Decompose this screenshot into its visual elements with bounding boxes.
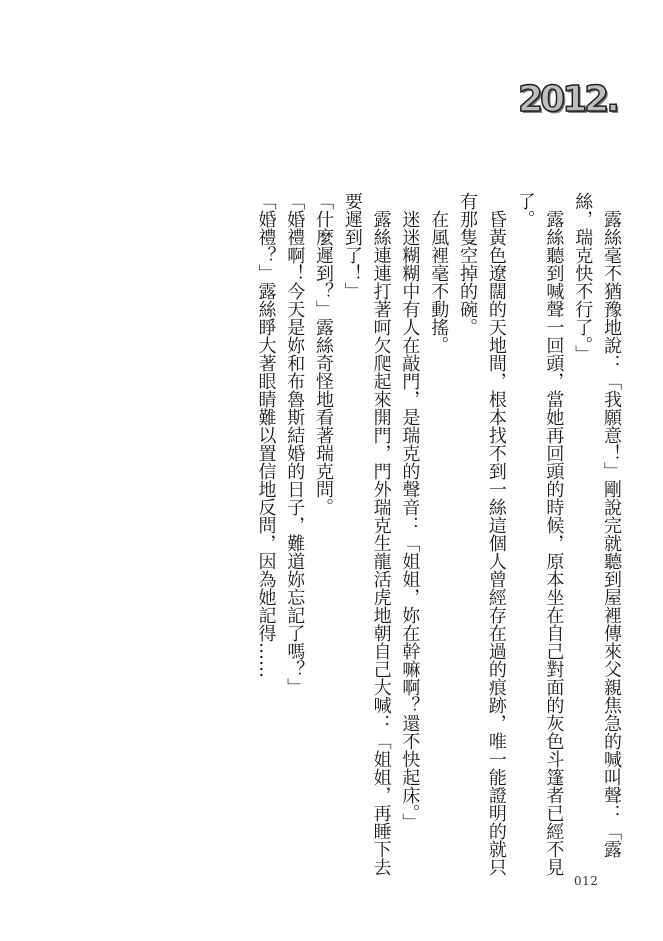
chapter-logo: 2012. [518,79,617,120]
page-number: 012 [574,874,599,888]
paragraph-1: 露絲毫不猶豫地說：「我願意！」剛說完就聽到屋裡傳來父親焦急的喊叫聲：「露絲，瑞克快不行了。」 [572,192,622,858]
paragraph-7: 「什麼遲到？」露絲奇怪地看著瑞克問。 [313,192,335,516]
paragraph-8: 「婚禮啊！今天是妳和布魯斯結婚的日子，難道妳忘記了嗎？」 [284,192,306,696]
paragraph-2: 露絲聽到喊聲一回頭，當她再回頭的時候，原本坐在自己對面的灰色斗篷者已經不見了。 [514,192,565,876]
paragraph-9: 「婚禮？」露絲睜大著眼睛難以置信地反問，因為她記得…… [255,192,277,678]
paragraph-5: 迷迷糊糊中有人在敲門，是瑞克的聲音：「姐姐，妳在幹嘛啊？還不快起床。」 [399,210,421,831]
paragraph-4: 在風裡毫不動搖。 [428,210,450,354]
vertical-text-body [25,192,625,892]
paragraph-3: 昏黃色遼闊的天地間，根本找不到一絲這個人曾經存在過的痕跡，唯一能證明的就只有那隻空掉的碗。 [457,192,507,876]
paragraph-6: 露絲連連打著呵欠爬起來開門，門外瑞克生龍活虎地朝自己大喊：「姐姐，再睡下去要遲到了！」 [341,192,392,876]
